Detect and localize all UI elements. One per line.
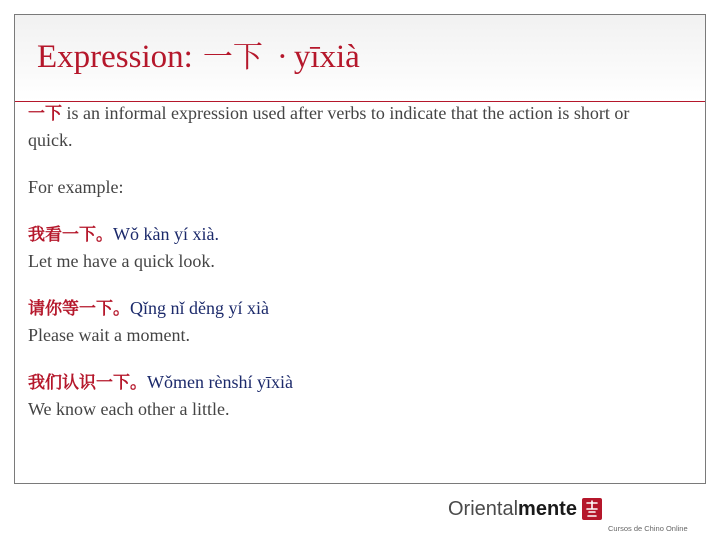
title-separator: · (276, 39, 288, 75)
example-pinyin: Wǒmen rènshí yīxià (147, 372, 293, 392)
intro-text: is an informal expression used after verbs to indicate that the action is short or quick. (28, 103, 630, 150)
slide-body (28, 100, 678, 422)
example-pinyin: Qǐng nǐ děng yí xià (130, 298, 269, 318)
example-hanzi: 请你等一下。 (28, 299, 130, 319)
example-heading: For example: (28, 177, 124, 197)
example-translation: Please wait a moment. (28, 325, 190, 345)
example-translation: Let me have a quick look. (28, 251, 215, 271)
title-pinyin: yīxià (293, 39, 360, 75)
brand-tagline: Cursos de Chino Online (608, 524, 688, 533)
brand-wordmark (448, 498, 577, 521)
example-hanzi: 我看一下。 (28, 225, 113, 245)
example-pinyin: Wǒ kàn yí xià. (113, 224, 219, 244)
example-item (28, 221, 678, 274)
brand-part-2: mente (518, 498, 577, 520)
example-item (28, 295, 678, 348)
title-hanzi: 一下 (202, 40, 263, 75)
example-translation: We know each other a little. (28, 399, 230, 419)
slide-title (37, 32, 360, 76)
example-item (28, 369, 678, 422)
title-bar (15, 15, 705, 101)
intro-hanzi: 一下 (28, 104, 62, 124)
title-prefix: Expression: (37, 39, 193, 75)
intro-paragraph (28, 100, 678, 153)
seal-icon (581, 497, 603, 521)
brand-part-1: Oriental (448, 498, 519, 520)
brand-logo (448, 496, 720, 536)
example-hanzi: 我们认识一下。 (28, 373, 147, 393)
